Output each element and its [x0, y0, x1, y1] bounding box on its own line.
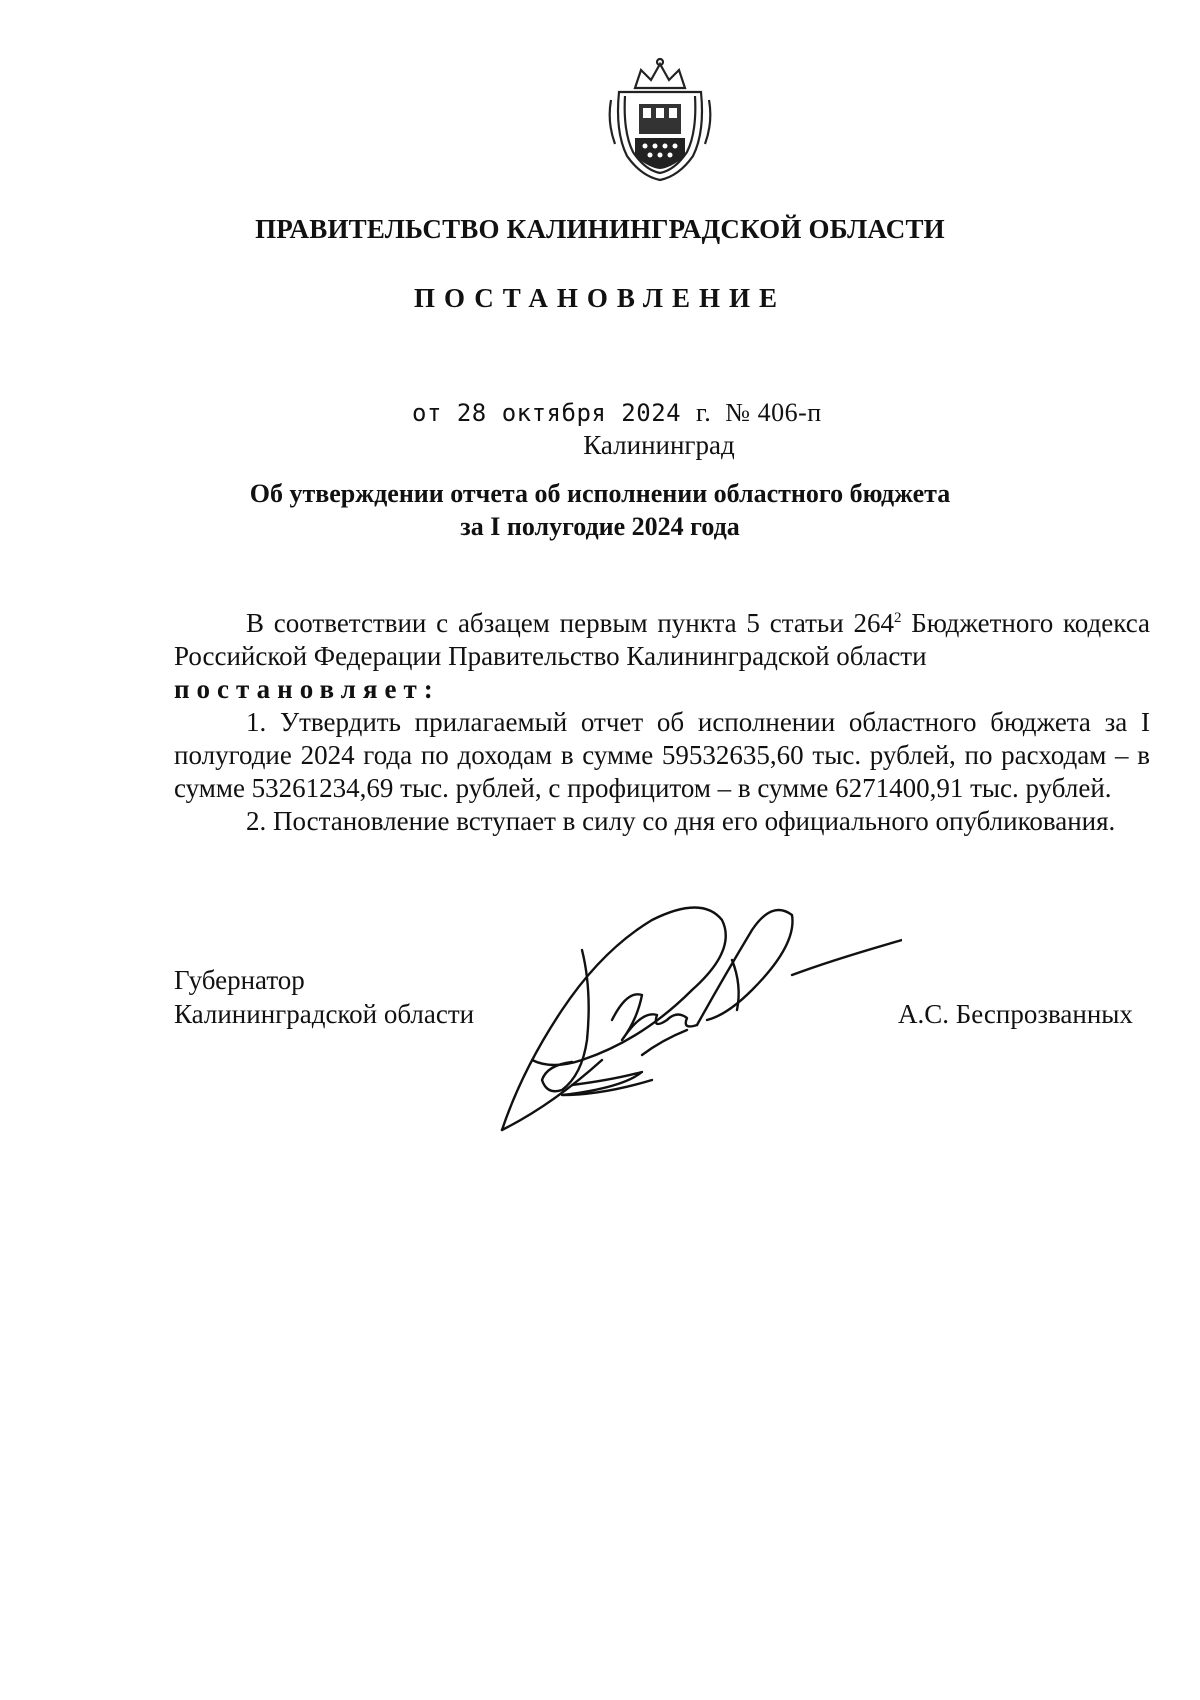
document-title [0, 477, 1200, 543]
date-and-number [412, 398, 822, 428]
position-line-2: Калининградской области [174, 999, 475, 1029]
handwritten-signature-icon [492, 890, 902, 1140]
coat-of-arms-icon [605, 52, 715, 184]
preamble-paragraph [174, 607, 1150, 673]
document-number: № 406-п [725, 398, 822, 427]
document-type: ПОСТАНОВЛЕНИЕ [413, 283, 787, 313]
title-line-1: Об утверждении отчета об исполнении областного бюджета [249, 479, 951, 508]
organization-title: ПРАВИТЕЛЬСТВО КАЛИНИНГРАДСКОЙ ОБЛАСТИ [255, 214, 945, 244]
preamble-superscript: 2 [893, 610, 902, 626]
title-line-2: за I полугодие 2024 года [460, 512, 740, 541]
preamble-text-start: В соответствии с абзацем первым пункта 5 статьи 264 [246, 608, 894, 638]
decides-paragraph [174, 673, 1150, 706]
signatory-position [174, 963, 474, 1031]
item-1: 1. Утвердить прилагаемый отчет об исполнении областного бюджета за I полугодие 2024 года по доходам в сумме 59532635,60 тыс. рублей, по расходам – в сумме 53261234,69 тыс. рублей, с профицитом – в сумме 6271400,91 тыс. рублей. [174, 707, 1150, 803]
document-city: Калининград [583, 430, 735, 460]
document-date: от 28 октября 2024 [412, 399, 682, 427]
position-line-1: Губернатор [174, 965, 305, 995]
preamble-text-end: Бюджетного кодекса Российской Федерации Правительство Калининградской области [174, 608, 1150, 671]
date-year-suffix: г. [696, 398, 712, 427]
decides-word: постановляет: [174, 674, 440, 704]
item-2: 2. Постановление вступает в силу со дня его официального опубликования. [246, 806, 1116, 836]
signatory-name: А.С. Беспрозванных [898, 999, 1133, 1029]
document-body [174, 607, 1150, 838]
